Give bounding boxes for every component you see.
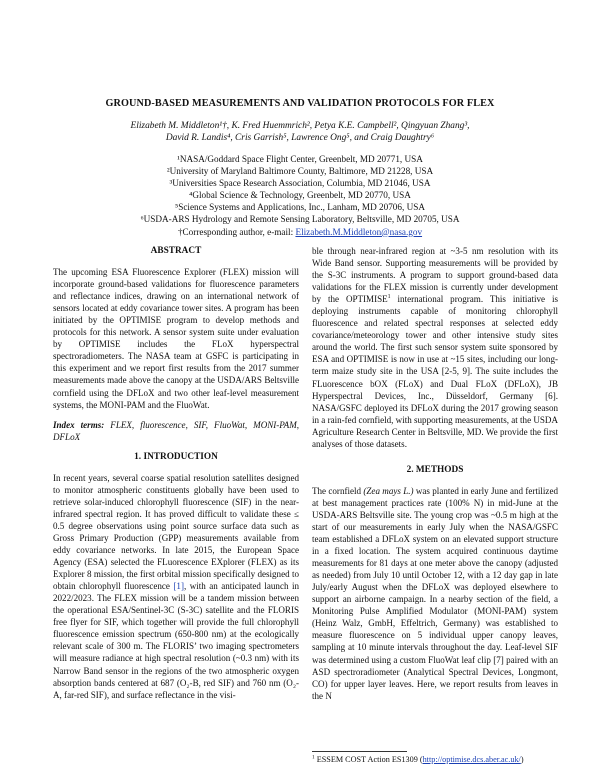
intro-text-b: , with an anticipated launch in 2022/2023. The FLEX mission will be a tandem mission between the operational ESA/Sentinel-3C (S-3C) satellite and the FLORIS free flyer for SIF, which together will provide the full chlorophyll fluorescence emission spectrum (650-800 nm) at the ecologically relevant scale of 300 m. The FLORIS’ two imaging spectrometers will measure radiance at high spectral resolution (~0.3 nm) with its Narrow Band sensor in the regions of the two atmospheric oxygen absorption bands centered at 687 (O₂-B, red SIF) and 760 nm (O₂-A, far-red SIF), and surface reflectance in the visi-	[53, 581, 299, 700]
affiliation-4: ⁴Global Science & Technology, Greenbelt, MD 20770, USA	[189, 190, 411, 201]
corresponding-email-link[interactable]: Elizabeth.M.Middleton@nasa.gov	[295, 226, 423, 237]
corresponding-prefix: †Corresponding author, e-mail:	[177, 226, 296, 237]
methods-text-b: was planted in early June and fertilized at best management practices rate (100% N) in mid-June at the USDA-ARS Beltsville site. The young crop was ~0.5 m high at the start of our measurements in early July when the NASA/GSFC team established a DFLoX system on an elevated support structure in a fixed location. The system acquired continuous daytime measurements for 81 days at one meter above the canopy (adjusted as needed) from July 10 until October 12, with a 12 day gap in late July/early August when the DFLoX was deployed elsewhere to support an airborne campaign. In a nearby section of the field, a Monitoring Pulse Amplified Modulator (MONI-PAM) system (Heinz Walz, GmbH, Effeltrich, Germany) was established to measure fluorescence on 5 individual upper canopy leaves, sampling at 10 minute intervals throughout the day. Leaf-level SIF was determined using a custom FluoWat leaf clip [7] paired with an ASD spectroradiometer (Analytical Spectral Devices, Longmont, CO) for upper layer leaves. Here, we report results from leaves in the N	[312, 485, 558, 701]
affiliation-3: ³Universities Space Research Association, Columbia, MD 21046, USA	[169, 178, 431, 189]
affiliation-2: ²University of Maryland Baltimore County, Baltimore, MD 21228, USA	[166, 166, 434, 177]
footnote-link[interactable]: http://optimise.dcs.aber.ac.uk/	[422, 755, 521, 764]
paper-title: GROUND-BASED MEASUREMENTS AND VALIDATION PROTOCOLS FOR FLEX	[105, 98, 495, 109]
affiliation-5: ⁵Science Systems and Applications, Inc., Lanham, MD 20706, USA	[175, 202, 425, 213]
citation-link-1[interactable]: [1]	[173, 581, 184, 592]
index-terms-label: Index terms:	[53, 419, 105, 430]
introduction-heading: 1. INTRODUCTION	[134, 451, 218, 462]
index-terms-text: FLEX, fluorescence, SIF, FluoWat, MONI-PAM, DFLoX	[53, 419, 299, 442]
footnote-close: )	[520, 755, 524, 764]
abstract-heading: ABSTRACT	[150, 246, 202, 256]
left-column	[53, 245, 299, 701]
methods-text-a: The cornfield	[312, 485, 364, 496]
footnote-marker: 1	[387, 294, 391, 301]
intro-cont-a: ble through near-infrared region at ~3-5 nm resolution with its Wide Band sensor. Supporting measurements will be provided by the S-3C instruments. A program to support ground-based data validations for the FLEX mission is currently under development by the OPTIMISE	[312, 246, 558, 305]
affiliation-6: ⁶USDA-ARS Hydrology and Remote Sensing Laboratory, Beltsville, MD 20705, USA	[140, 214, 460, 225]
author-list	[90, 120, 510, 144]
footnote	[312, 755, 562, 765]
right-column	[312, 245, 558, 702]
methods-heading: 2. METHODS	[406, 464, 464, 475]
index-terms	[53, 419, 299, 443]
author-line-1: Elizabeth M. Middleton¹†, K. Fred Huemmrich², Petya K.E. Campbell², Qingyuan Zhang³,	[130, 121, 470, 131]
affiliations	[90, 153, 510, 238]
introduction-text	[53, 472, 299, 701]
methods-text	[312, 485, 558, 702]
footnote-number: 1	[312, 754, 315, 761]
footnote-divider	[312, 751, 407, 752]
corresponding-author	[90, 226, 510, 238]
intro-cont-b: international program. This initiative is deploying instruments capable of monitoring chlorophyll fluorescence and related spectral responses at selected eddy covariance/meteorology tower and other intensive study sites around the world. The first such sensor system suite sponsored by ESA and OPTIMISE is now in use at ~15 sites, including our long-term maize study site in the USA [2-5, 9]. The suite includes the FLuorescence bOX (FLoX) and Dual FLoX (DFLoX), JB Hyperspectral Devices, Inc., Düsseldorf, Germany [6]. NASA/GSFC deployed its DFLoX during the 2017 growing season in a rain-fed cornfield, with supporting measurements, at the USDA Agriculture Research Center in Beltsville, MD. We provide the first analyses of those datasets.	[312, 294, 558, 449]
footnote-text: ESSEM COST Action ES1309 (	[314, 755, 423, 764]
author-line-2: David R. Landis⁴, Cris Garrish⁵, Lawrence Ong⁵, and Craig Daughtry⁶	[165, 133, 435, 143]
affiliation-1: ¹NASA/Goddard Space Flight Center, Greenbelt, MD 20771, USA	[177, 154, 423, 164]
intro-continued-text	[312, 245, 558, 450]
intro-text-a: In recent years, several coarse spatial resolution satellites designed to monitor atmospheric constituents globally have been used to retrieve solar-induced chlorophyll fluorescence (SIF) in the near-infrared spectral region. It has proved difficult to validate these ≤ 0.5 degree observations using point source surface data such as Gross Primary Production (GPP) measurements available from eddy covariance networks. In late 2015, the European Space Agency (ESA) selected the FLuorescence EXplorer (FLEX) as its Explorer 8 mission, the first orbital mission specifically designed to obtain chlorophyll fluorescence	[53, 472, 299, 592]
species-name: (Zea mays L.)	[363, 485, 414, 496]
abstract-text: The upcoming ESA Fluorescence Explorer (FLEX) mission will incorporate ground-based validations for fluorescence parameters and reflectance indices, drawing on an international network of sensors located at eddy covariance tower sites. A program has been initiated by the OPTIMISE program to develop methods and protocols for this network. A sensor system suite under evaluation by OPTIMISE includes the FLoX hyperspectral spectroradiometers. The NASA team at GSFC is participating in this experiment and we report first results from the 2017 summer measurements made above the canopy at the USDA/ARS Beltsville cornfield using the DFLoX and two other leaf-level measurement systems, the MONI-PAM and the FluoWat.	[53, 267, 299, 410]
